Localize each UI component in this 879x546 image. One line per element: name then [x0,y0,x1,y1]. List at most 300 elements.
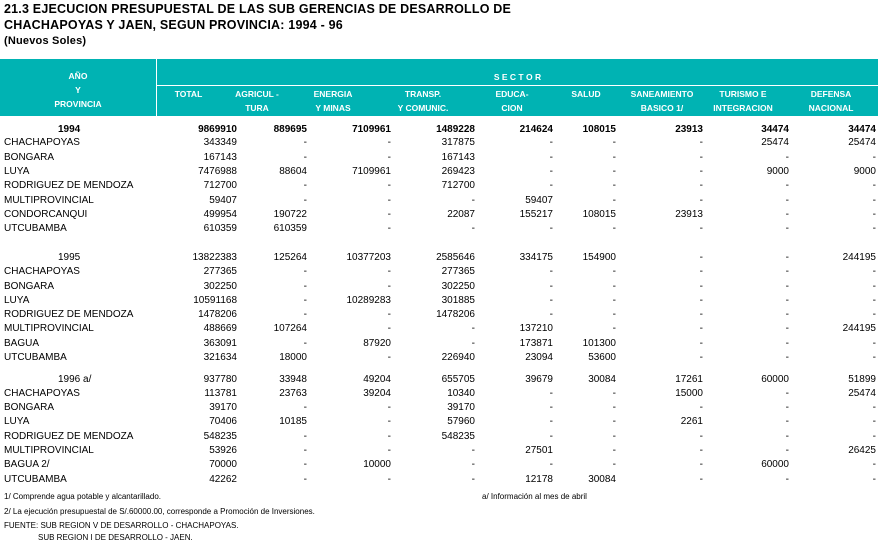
cell-saneamiento-basico: - [699,195,703,206]
cell-agricultura: - [303,266,307,277]
cell-total: 13822383 [192,252,237,263]
cell-agricultura: - [303,474,307,485]
cell-defensa-nacional: 9000 [853,166,876,177]
cell-energia-minas: - [387,416,391,427]
cell-defensa-nacional: - [872,295,876,306]
cell-agricultura: - [303,295,307,306]
cell-turismo-integracion: - [785,195,789,206]
cell-energia-minas: 7109961 [352,166,391,177]
column-header-turismo-integracion [706,87,780,115]
cell-salud: - [612,281,616,292]
row-label: CONDORCANQUI [4,209,88,220]
column-header-line-1: TURISMO E [719,89,767,99]
cell-saneamiento-basico: 23913 [675,209,703,220]
cell-turismo-integracion: - [785,431,789,442]
cell-defensa-nacional: 26425 [848,445,876,456]
cell-agricultura: - [303,281,307,292]
column-header-line-1: AGRICUL - [235,89,279,99]
cell-saneamiento-basico: - [699,445,703,456]
row-label: BONGARA [4,152,55,163]
cell-transp-comunic: 1478206 [436,309,475,320]
source-2: SUB REGION I DE DESARROLLO - JAEN. [38,533,193,542]
cell-total: 610359 [203,223,237,234]
cell-turismo-integracion: - [785,309,789,320]
cell-energia-minas: - [387,281,391,292]
cell-transp-comunic: - [471,474,475,485]
cell-educacion: 23094 [525,352,553,363]
cell-transp-comunic: 302250 [441,281,475,292]
cell-total: 113781 [204,388,237,399]
cell-total: 499954 [203,209,237,220]
row-label: 1994 [58,124,81,135]
column-header-line-2 [161,101,216,115]
cell-salud: - [612,402,616,413]
cell-turismo-integracion: - [785,416,789,427]
cell-turismo-integracion: - [785,295,789,306]
row-label: MULTIPROVINCIAL [4,323,94,334]
cell-energia-minas: - [387,445,391,456]
cell-educacion: 155217 [519,209,553,220]
row-label: UTCUBAMBA [4,352,67,363]
cell-transp-comunic: 10340 [447,388,475,399]
cell-turismo-integracion: - [785,445,789,456]
table-row [0,321,878,336]
cell-salud: - [612,416,616,427]
cell-saneamiento-basico: - [699,281,703,292]
table-row [0,457,878,472]
cell-agricultura: - [303,180,307,191]
cell-total: 937780 [203,374,237,385]
cell-educacion: 214624 [519,124,553,135]
table-row [0,307,878,322]
cell-transp-comunic: 2585646 [436,252,475,263]
column-header-agricultura [224,87,290,115]
cell-saneamiento-basico: - [699,323,703,334]
cell-saneamiento-basico: - [699,402,703,413]
cell-total: 1478206 [198,309,237,320]
row-label: RODRIGUEZ DE MENDOZA [4,180,134,191]
row-label: LUYA [4,416,30,427]
row-header-year: AÑO [68,71,88,81]
cell-agricultura: 107264 [273,323,307,334]
table-header [0,59,878,116]
header-divider [156,59,157,116]
table-row [0,386,878,401]
cell-educacion: - [549,309,553,320]
cell-defensa-nacional: 51899 [848,374,876,385]
cell-total: 321634 [203,352,237,363]
row-label: BAGUA 2/ [4,459,50,470]
cell-total: 70406 [209,416,237,427]
cell-educacion: 39679 [525,374,553,385]
cell-saneamiento-basico: - [699,223,703,234]
cell-agricultura: 125264 [273,252,307,263]
cell-defensa-nacional: - [872,459,876,470]
cell-energia-minas: - [387,152,391,163]
table-row [0,264,878,279]
cell-agricultura: 33948 [279,374,307,385]
cell-transp-comunic: 317875 [441,137,475,148]
table-row [0,207,878,222]
cell-defensa-nacional: - [872,402,876,413]
cell-defensa-nacional: - [872,281,876,292]
row-label: LUYA [4,166,30,177]
cell-turismo-integracion: - [785,388,789,399]
column-header-line-2: Y MINAS [315,103,351,113]
cell-transp-comunic: 1489228 [436,124,475,135]
row-label: 1996 a/ [58,374,92,385]
cell-saneamiento-basico: - [699,309,703,320]
cell-educacion: - [549,281,553,292]
cell-salud: - [612,323,616,334]
cell-educacion: - [549,459,553,470]
cell-transp-comunic: 57960 [447,416,475,427]
cell-turismo-integracion: - [785,180,789,191]
cell-total: 548235 [203,431,237,442]
cell-salud: 108015 [582,209,616,220]
column-header-energia-minas [298,87,368,115]
cell-saneamiento-basico: - [699,474,703,485]
table-row [0,279,878,294]
cell-educacion: 12178 [525,474,553,485]
cell-saneamiento-basico: - [699,166,703,177]
cell-saneamiento-basico: - [699,152,703,163]
cell-energia-minas: - [387,195,391,206]
cell-energia-minas: 7109961 [352,124,391,135]
cell-defensa-nacional: - [872,152,876,163]
row-label: UTCUBAMBA [4,474,67,485]
column-header-defensa-nacional [788,87,874,115]
cell-energia-minas: 49204 [363,374,391,385]
cell-transp-comunic: 277365 [441,266,475,277]
cell-defensa-nacional: - [872,431,876,442]
column-header-educacion [478,87,546,115]
cell-saneamiento-basico: - [699,266,703,277]
cell-transp-comunic: - [471,459,475,470]
cell-turismo-integracion: - [785,352,789,363]
cell-total: 7476988 [198,166,237,177]
cell-turismo-integracion: - [785,223,789,234]
cell-agricultura: - [303,195,307,206]
cell-salud: - [612,166,616,177]
cell-agricultura: - [303,338,307,349]
cell-turismo-integracion: - [785,266,789,277]
cell-agricultura: 10185 [279,416,307,427]
table-units: (Nuevos Soles) [4,35,87,47]
cell-educacion: 137210 [519,323,553,334]
row-header-and: Y [75,85,81,95]
cell-salud: 154900 [582,252,616,263]
table-row-year [0,250,878,265]
cell-agricultura: 190722 [273,209,307,220]
cell-saneamiento-basico: - [699,338,703,349]
cell-educacion: - [549,152,553,163]
table-row [0,443,878,458]
cell-transp-comunic: 39170 [447,402,475,413]
cell-energia-minas: 10000 [363,459,391,470]
cell-energia-minas: 39204 [363,388,391,399]
column-header-line-2: TURA [245,103,269,113]
cell-transp-comunic: 167143 [441,152,475,163]
cell-saneamiento-basico: 23913 [675,124,703,135]
cell-energia-minas: - [387,402,391,413]
cell-turismo-integracion: - [785,209,789,220]
cell-turismo-integracion: - [785,152,789,163]
column-header-line-1: TRANSP. [404,89,442,99]
table-row [0,221,878,236]
cell-educacion: 59407 [525,195,553,206]
cell-educacion: 27501 [525,445,553,456]
cell-educacion: - [549,295,553,306]
cell-saneamiento-basico: - [699,431,703,442]
cell-turismo-integracion: 60000 [761,459,789,470]
cell-total: 10591168 [193,295,237,306]
cell-defensa-nacional: - [872,195,876,206]
cell-defensa-nacional: 34474 [848,124,876,135]
cell-saneamiento-basico: - [699,459,703,470]
cell-energia-minas: - [387,352,391,363]
cell-transp-comunic: - [471,323,475,334]
cell-salud: 30084 [588,374,616,385]
cell-educacion: - [549,402,553,413]
cell-salud: - [612,266,616,277]
cell-energia-minas: 87920 [363,338,391,349]
column-header-salud [554,87,618,115]
cell-energia-minas: - [387,209,391,220]
cell-total: 712700 [203,180,237,191]
cell-energia-minas: 10377203 [346,252,391,263]
cell-agricultura: 23763 [279,388,307,399]
row-label: CHACHAPOYAS [4,137,80,148]
cell-energia-minas: - [387,323,391,334]
column-header-line-2: INTEGRACION [713,103,773,113]
cell-total: 53926 [209,445,237,456]
row-label: BONGARA [4,402,55,413]
cell-defensa-nacional: - [872,416,876,427]
cell-educacion: 173871 [519,338,553,349]
cell-saneamiento-basico: 2261 [680,416,703,427]
row-label: MULTIPROVINCIAL [4,445,94,456]
cell-transp-comunic: 22087 [447,209,475,220]
cell-transp-comunic: - [471,223,475,234]
row-label: RODRIGUEZ DE MENDOZA [4,309,134,320]
cell-transp-comunic: 548235 [441,431,475,442]
cell-energia-minas: - [387,474,391,485]
cell-salud: - [612,152,616,163]
cell-energia-minas: - [387,309,391,320]
cell-transp-comunic: - [471,338,475,349]
cell-salud: - [612,295,616,306]
column-header-line-2: CION [501,103,523,113]
cell-energia-minas: 10289283 [346,295,391,306]
table-title-line-1: 21.3 EJECUCION PRESUPUESTAL DE LAS SUB GERENCIAS DE DESARROLLO DE [4,2,512,16]
cell-educacion: - [549,180,553,191]
column-header-line-2: BASICO 1/ [640,103,684,113]
cell-salud: - [612,223,616,234]
cell-total: 302250 [203,281,237,292]
row-label: CHACHAPOYAS [4,388,80,399]
cell-defensa-nacional: - [872,309,876,320]
table-row [0,336,878,351]
cell-educacion: - [549,266,553,277]
cell-salud: - [612,445,616,456]
cell-educacion: - [549,431,553,442]
cell-turismo-integracion: - [785,402,789,413]
cell-total: 70000 [209,459,237,470]
table-row [0,472,878,487]
row-label: CHACHAPOYAS [4,266,80,277]
cell-turismo-integracion: - [785,281,789,292]
cell-energia-minas: - [387,431,391,442]
cell-total: 277365 [203,266,237,277]
cell-saneamiento-basico: - [699,295,703,306]
column-header-line-1: SALUD [571,89,601,99]
cell-salud: - [612,195,616,206]
row-label: BONGARA [4,281,55,292]
cell-saneamiento-basico: 15000 [675,388,703,399]
cell-total: 343349 [203,137,237,148]
table-row-year [0,372,878,387]
cell-defensa-nacional: - [872,223,876,234]
table-row [0,164,878,179]
cell-energia-minas: - [387,180,391,191]
table-row [0,293,878,308]
table-row [0,150,878,165]
cell-defensa-nacional: - [872,180,876,191]
column-header-line-2 [554,101,618,115]
column-header-total [161,87,216,115]
cell-energia-minas: - [387,266,391,277]
cell-salud: - [612,459,616,470]
cell-defensa-nacional: 25474 [848,388,876,399]
cell-transp-comunic: 269423 [441,166,475,177]
cell-turismo-integracion: - [785,252,789,263]
cell-transp-comunic: 712700 [441,180,475,191]
cell-saneamiento-basico: - [699,252,703,263]
cell-salud: - [612,180,616,191]
cell-saneamiento-basico: - [699,352,703,363]
cell-educacion: - [549,223,553,234]
row-header [0,69,156,111]
footnote-a: a/ Información al mes de abril [482,492,587,501]
cell-salud: 108015 [582,124,616,135]
cell-saneamiento-basico: - [699,137,703,148]
cell-agricultura: 88604 [279,166,307,177]
cell-transp-comunic: - [471,445,475,456]
cell-transp-comunic: 226940 [441,352,475,363]
cell-salud: - [612,309,616,320]
cell-energia-minas: - [387,223,391,234]
table-row [0,350,878,365]
cell-total: 39170 [209,402,237,413]
cell-total: 42262 [209,474,237,485]
cell-turismo-integracion: 9000 [766,166,789,177]
column-header-line-1: EDUCA- [495,89,529,99]
cell-agricultura: - [303,459,307,470]
cell-defensa-nacional: - [872,352,876,363]
sector-header: S E C T O R [493,72,542,82]
cell-agricultura: - [303,137,307,148]
cell-educacion: - [549,416,553,427]
cell-agricultura: 889695 [273,124,307,135]
row-label: MULTIPROVINCIAL [4,195,94,206]
header-sector-rule [157,85,878,86]
column-header-line-1: DEFENSA [810,89,852,99]
cell-educacion: - [549,388,553,399]
cell-agricultura: 610359 [273,223,307,234]
table-row [0,400,878,415]
cell-agricultura: - [303,445,307,456]
cell-agricultura: 18000 [279,352,307,363]
cell-salud: - [612,137,616,148]
cell-defensa-nacional: 244195 [842,252,876,263]
cell-salud: 30084 [588,474,616,485]
cell-educacion: - [549,137,553,148]
row-header-province: PROVINCIA [54,99,102,109]
cell-salud: - [612,388,616,399]
cell-salud: - [612,431,616,442]
cell-defensa-nacional: 25474 [848,137,876,148]
source-1: FUENTE: SUB REGION V DE DESARROLLO - CHACHAPOYAS. [4,521,239,530]
table-row [0,135,878,150]
cell-defensa-nacional: 244195 [842,323,876,334]
cell-total: 363091 [203,338,237,349]
cell-turismo-integracion: - [785,338,789,349]
cell-agricultura: - [303,152,307,163]
cell-agricultura: - [303,431,307,442]
column-header-line-1: ENERGIA [313,89,353,99]
column-header-saneamiento-basico [626,87,698,115]
cell-total: 167143 [203,152,237,163]
cell-energia-minas: - [387,137,391,148]
row-label: BAGUA [4,338,40,349]
cell-total: 488669 [203,323,237,334]
cell-transp-comunic: 301885 [441,295,475,306]
table-row [0,178,878,193]
cell-turismo-integracion: 60000 [761,374,789,385]
cell-saneamiento-basico: 17261 [675,374,703,385]
cell-turismo-integracion: - [785,474,789,485]
cell-transp-comunic: 655705 [441,374,475,385]
cell-saneamiento-basico: - [699,180,703,191]
cell-salud: 101300 [582,338,616,349]
table-row [0,414,878,429]
column-header-line-2: NACIONAL [808,103,854,113]
cell-total: 9869910 [198,124,237,135]
cell-defensa-nacional: - [872,209,876,220]
cell-salud: 53600 [588,352,616,363]
column-header-line-2: Y COMUNIC. [397,103,449,113]
table-title-line-2: CHACHAPOYAS Y JAEN, SEGUN PROVINCIA: 1994 - 96 [4,18,343,32]
cell-educacion: 334175 [519,252,553,263]
cell-defensa-nacional: - [872,266,876,277]
table-row [0,429,878,444]
footnote-2: 2/ La ejecución presupuestal de S/.60000.00, corresponde a Promoción de Inversiones. [4,507,315,516]
cell-total: 59407 [209,195,237,206]
column-header-line-1: TOTAL [174,89,203,99]
cell-educacion: - [549,166,553,177]
cell-turismo-integracion: 34474 [761,124,789,135]
cell-agricultura: - [303,402,307,413]
footnote-1: 1/ Comprende agua potable y alcantarillado. [4,492,161,501]
cell-turismo-integracion: - [785,323,789,334]
row-label: LUYA [4,295,30,306]
cell-agricultura: - [303,309,307,320]
cell-transp-comunic: - [471,195,475,206]
column-header-transp-comunic [376,87,470,115]
table-row [0,193,878,208]
cell-defensa-nacional: - [872,338,876,349]
